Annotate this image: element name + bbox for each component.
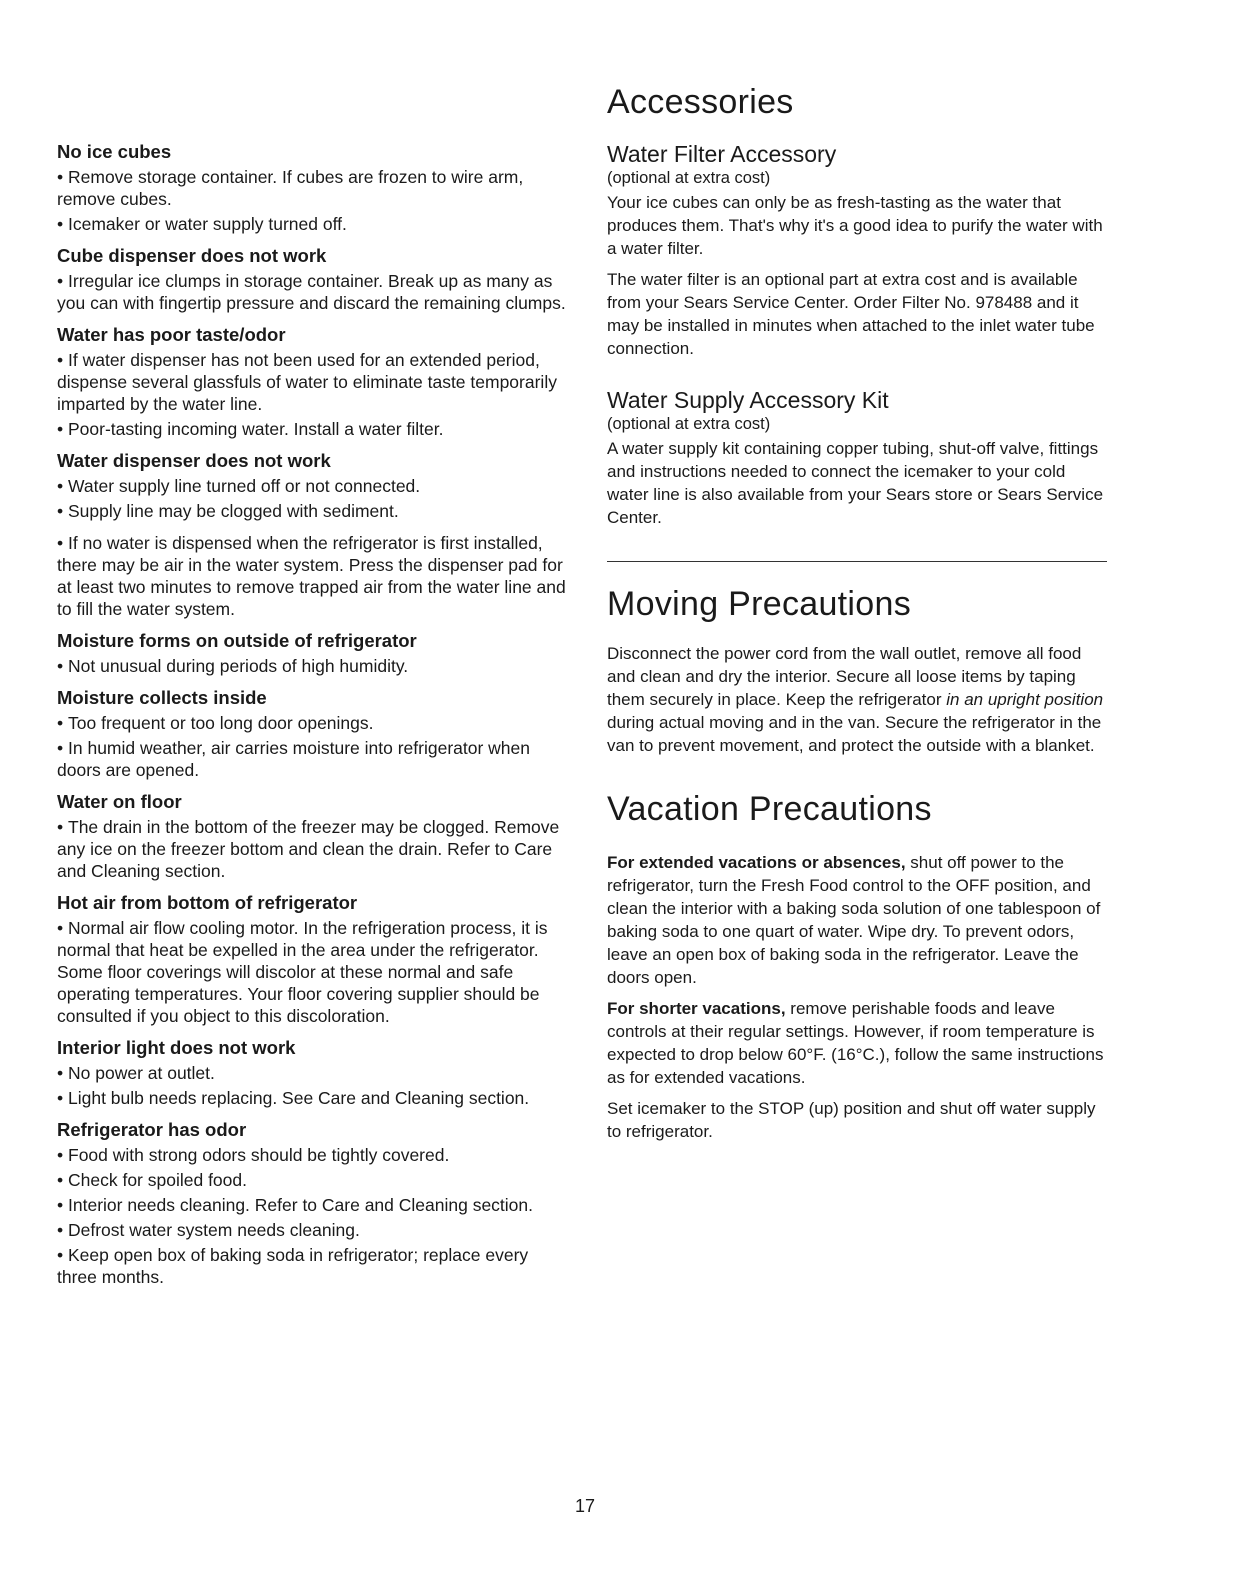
trouble-heading: Hot air from bottom of refrigerator — [57, 892, 358, 913]
trouble-item: • Irregular ice clumps in storage container. Break up as many as you can with fingertip pressure and discard the remaining clumps. — [57, 270, 567, 314]
water-supply-note: (optional at extra cost) — [607, 415, 771, 433]
water-filter-para-1: Your ice cubes can only be as fresh-tasting as the water that produces them. That's why it's a good idea to purify the water with a water filter. — [607, 193, 1103, 258]
moving-para — [607, 642, 1107, 757]
page-number: 17 — [574, 1496, 596, 1516]
water-supply-title: Water Supply Accessory Kit — [607, 387, 889, 413]
trouble-water-taste — [57, 323, 567, 440]
trouble-item: • Water supply line turned off or not connected. — [57, 475, 567, 497]
trouble-item: • Not unusual during periods of high humidity. — [57, 655, 567, 677]
vacation-shorter-text: remove perishable foods and leave controls at their regular settings. However, if room temperature is expected to drop below 60°F. (16°C.), follow the same instructions as for extended vacations. — [607, 999, 1104, 1087]
trouble-no-ice-cubes — [57, 140, 567, 235]
moving-title: Moving Precautions — [607, 585, 911, 623]
vacation-extended-lead: For extended vacations or absences, — [607, 853, 906, 872]
moving-text-after: during actual moving and in the van. Secure the refrigerator in the van to prevent movement, and protect the outside with a blanket. — [607, 713, 1102, 755]
trouble-item: • Check for spoiled food. — [57, 1169, 567, 1191]
vacation-extended-text: shut off power to the refrigerator, turn the Fresh Food control to the OFF position, and clean the interior with a baking soda solution of one tablespoon of baking soda to one quart of water. Wipe dry. To prevent odors, leave an open box of baking soda in the refrigerator. Leave the doors open. — [607, 853, 1101, 987]
trouble-item: • Food with strong odors should be tightly covered. — [57, 1144, 567, 1166]
troubleshooting-column — [57, 140, 567, 1297]
trouble-heading: No ice cubes — [57, 141, 172, 162]
accessories-title: Accessories — [607, 83, 794, 121]
vacation-icemaker-para: Set icemaker to the STOP (up) position and shut off water supply to refrigerator. — [607, 1099, 1096, 1141]
moving-text-before: Disconnect the power cord from the wall outlet, remove all food and clean and dry the interior. Secure all loose items by taping them securely in place. Keep the refrigerator — [607, 644, 1082, 709]
trouble-heading: Interior light does not work — [57, 1037, 296, 1058]
trouble-item: • Normal air flow cooling motor. In the refrigeration process, it is normal that heat be expelled in the area under the refrigerator. Some floor coverings will discolor at these normal and safe operating temperatures. Your floor covering supplier should be consulted if you object to this discoloration. — [57, 917, 567, 1027]
right-column — [607, 80, 1107, 1151]
water-filter-para-2: The water filter is an optional part at extra cost and is available from your Sears Service Center. Order Filter No. 978488 and it may be installed in minutes when attached to the inlet water tube connection. — [607, 270, 1095, 358]
trouble-item: • Supply line may be clogged with sediment. — [57, 500, 567, 522]
trouble-heading: Cube dispenser does not work — [57, 245, 327, 266]
trouble-item: • Remove storage container. If cubes are frozen to wire arm, remove cubes. — [57, 166, 567, 210]
water-filter-note: (optional at extra cost) — [607, 169, 771, 187]
trouble-heading: Water on floor — [57, 791, 182, 812]
trouble-item: • Icemaker or water supply turned off. — [57, 213, 567, 235]
trouble-interior-light — [57, 1036, 567, 1109]
vacation-extended-para — [607, 851, 1107, 989]
trouble-cube-dispenser — [57, 244, 567, 314]
trouble-item: • Interior needs cleaning. Refer to Care and Cleaning section. — [57, 1194, 567, 1216]
trouble-item: • Keep open box of baking soda in refrigerator; replace every three months. — [57, 1244, 567, 1288]
moving-text-italic: in an upright position — [946, 690, 1104, 709]
vacation-shorter-para — [607, 997, 1107, 1089]
trouble-moisture-inside — [57, 686, 567, 781]
trouble-odor — [57, 1118, 567, 1288]
trouble-item: • In humid weather, air carries moisture into refrigerator when doors are opened. — [57, 737, 567, 781]
trouble-heading: Water dispenser does not work — [57, 450, 331, 471]
trouble-heading: Refrigerator has odor — [57, 1119, 247, 1140]
water-filter-title: Water Filter Accessory — [607, 141, 837, 167]
trouble-item: • Poor-tasting incoming water. Install a water filter. — [57, 418, 567, 440]
trouble-item: • Light bulb needs replacing. See Care and Cleaning section. — [57, 1087, 567, 1109]
trouble-water-dispenser — [57, 449, 567, 620]
trouble-heading: Water has poor taste/odor — [57, 324, 286, 345]
trouble-item: • If no water is dispensed when the refrigerator is first installed, there may be air in the water system. Press the dispenser pad for at least two minutes to remove trapped air from the water line and to fill the water system. — [57, 532, 567, 620]
trouble-item: • If water dispenser has not been used for an extended period, dispense several glassfuls of water to eliminate taste temporarily imparted by the water line. — [57, 349, 567, 415]
trouble-item: • Too frequent or too long door openings. — [57, 712, 567, 734]
trouble-water-on-floor — [57, 790, 567, 882]
trouble-item: • Defrost water system needs cleaning. — [57, 1219, 567, 1241]
water-supply-para: A water supply kit containing copper tubing, shut-off valve, fittings and instructions needed to connect the icemaker to your cold water line is also available from your Sears store or Sears Service Center. — [607, 439, 1104, 527]
trouble-heading: Moisture collects inside — [57, 687, 267, 708]
trouble-item: • The drain in the bottom of the freezer may be clogged. Remove any ice on the freezer bottom and clean the drain. Refer to Care and Cleaning section. — [57, 816, 567, 882]
vacation-title: Vacation Precautions — [607, 790, 932, 828]
vacation-shorter-lead: For shorter vacations, — [607, 999, 786, 1018]
trouble-item: • No power at outlet. — [57, 1062, 567, 1084]
trouble-moisture-outside — [57, 629, 567, 677]
trouble-hot-air — [57, 891, 567, 1027]
trouble-heading: Moisture forms on outside of refrigerator — [57, 630, 417, 651]
